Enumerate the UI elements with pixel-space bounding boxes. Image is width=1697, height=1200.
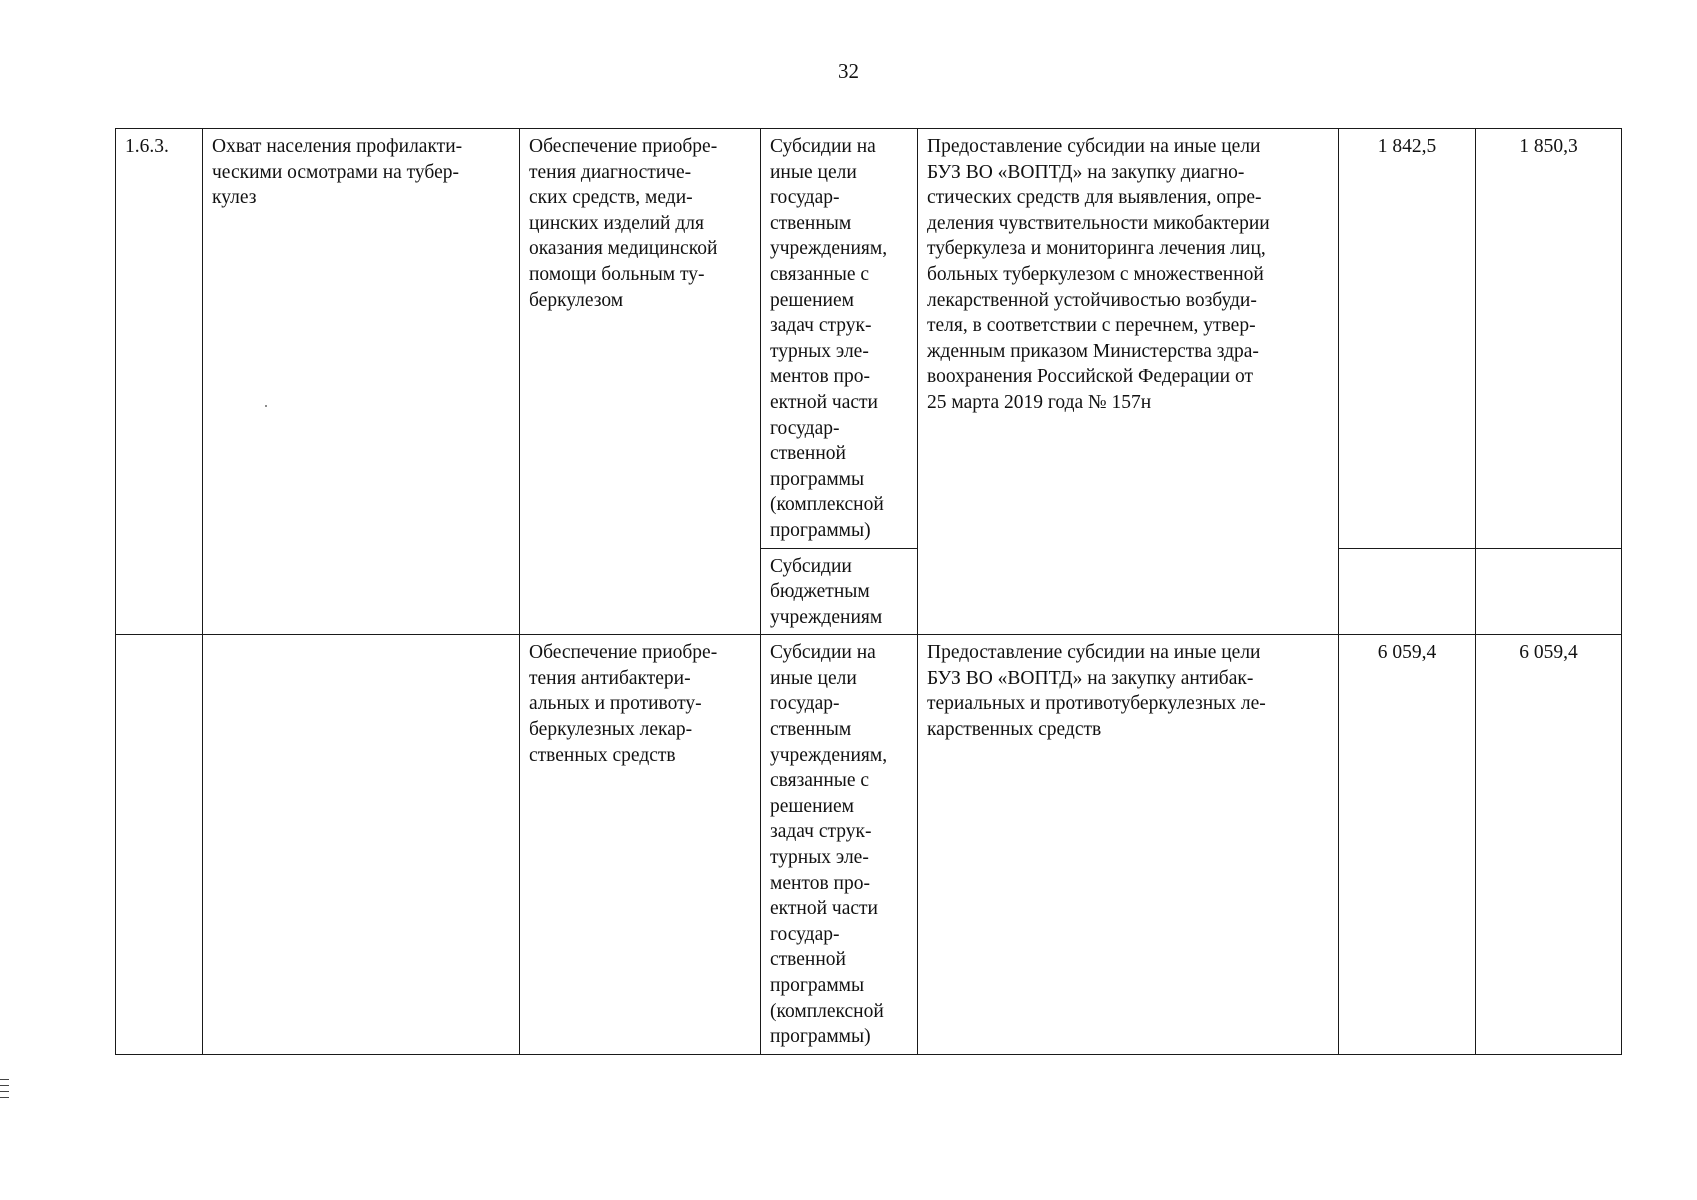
- cell-value-2: [1476, 635, 1622, 1055]
- scan-edge-mark: [0, 1079, 9, 1080]
- cell-value-1: [1339, 129, 1476, 549]
- measure-text: Обеспечение приобре- тения антибактери- альных и противоту- беркулезных лекар- ственных средств: [529, 642, 718, 766]
- cell-index: [116, 635, 203, 1055]
- table-row: [116, 635, 1622, 1055]
- description-text: Предоставление субсидии на иные цели БУЗ ВО «ВОПТД» на закупку диагно- стических средств для выявления, опре- деления чувствительности микобактерии туберкулеза и мониторинга лечения лиц, больных туберкулезом с множественной лекарственной устойчивостью возбуди- теля, в соответствии с перечнем, утвер- жденным приказом Министерства здра- воохранения Российской Федерации от 25 марта 2019 года № 157н: [927, 136, 1270, 413]
- cell-description: [918, 635, 1339, 1055]
- value-1: 6 059,4: [1377, 642, 1437, 664]
- cell-subsidy-type: [761, 635, 918, 1055]
- cell-subsidy-type: [761, 129, 918, 549]
- measure-text: Обеспечение приобре- тения диагностиче- ских средств, меди- цинских изделий для оказания медицинской помощи больным ту- беркулезом: [529, 136, 718, 311]
- program-measures-table: [115, 128, 1622, 1055]
- description-text: Предоставление субсидии на иные цели БУЗ ВО «ВОПТД» на закупку антибак- териальных и противотуберкулезных ле- карственных средств: [927, 642, 1266, 741]
- cell-value-2: [1476, 129, 1622, 549]
- cell-description: [918, 129, 1339, 635]
- cell-value-2: [1476, 548, 1622, 635]
- cell-indicator: [203, 635, 520, 1055]
- cell-measure: [520, 635, 761, 1055]
- row-index: 1.6.3.: [125, 136, 169, 157]
- cell-indicator: [203, 129, 520, 635]
- page-number: 32: [838, 59, 859, 83]
- indicator-text: Охват населения профилакти- ческими осмотрами на тубер- кулез: [212, 136, 463, 209]
- scan-edge-mark: [0, 1085, 9, 1086]
- scan-edge-mark: [0, 1097, 9, 1098]
- table-row: [116, 129, 1622, 549]
- cell-subsidy-type: [761, 548, 918, 635]
- value-1: 1 842,5: [1377, 136, 1437, 157]
- cell-measure: [520, 129, 761, 635]
- cell-index: [116, 129, 203, 635]
- value-2: 1 850,3: [1519, 136, 1578, 157]
- scan-edge-mark: [0, 1091, 9, 1092]
- cell-value-1: [1339, 548, 1476, 635]
- cell-value-1: [1339, 635, 1476, 1055]
- subsidy-type-text: Субсидии бюджетным учреждениям: [770, 555, 883, 628]
- value-2: 6 059,4: [1519, 642, 1578, 664]
- subsidy-type-text: Субсидии на иные цели государ- ственным учреждениям, связанные с решением задач струк- турных эле- ментов про- ектной части государ- ственной программы (комплексной программы): [770, 642, 888, 1048]
- subsidy-type-text: Субсидии на иные цели государ- ственным учреждениям, связанные с решением задач струк- турных эле- ментов про- ектной части государ- ственной программы (комплексной программы): [770, 136, 888, 541]
- scan-speck: [265, 405, 267, 407]
